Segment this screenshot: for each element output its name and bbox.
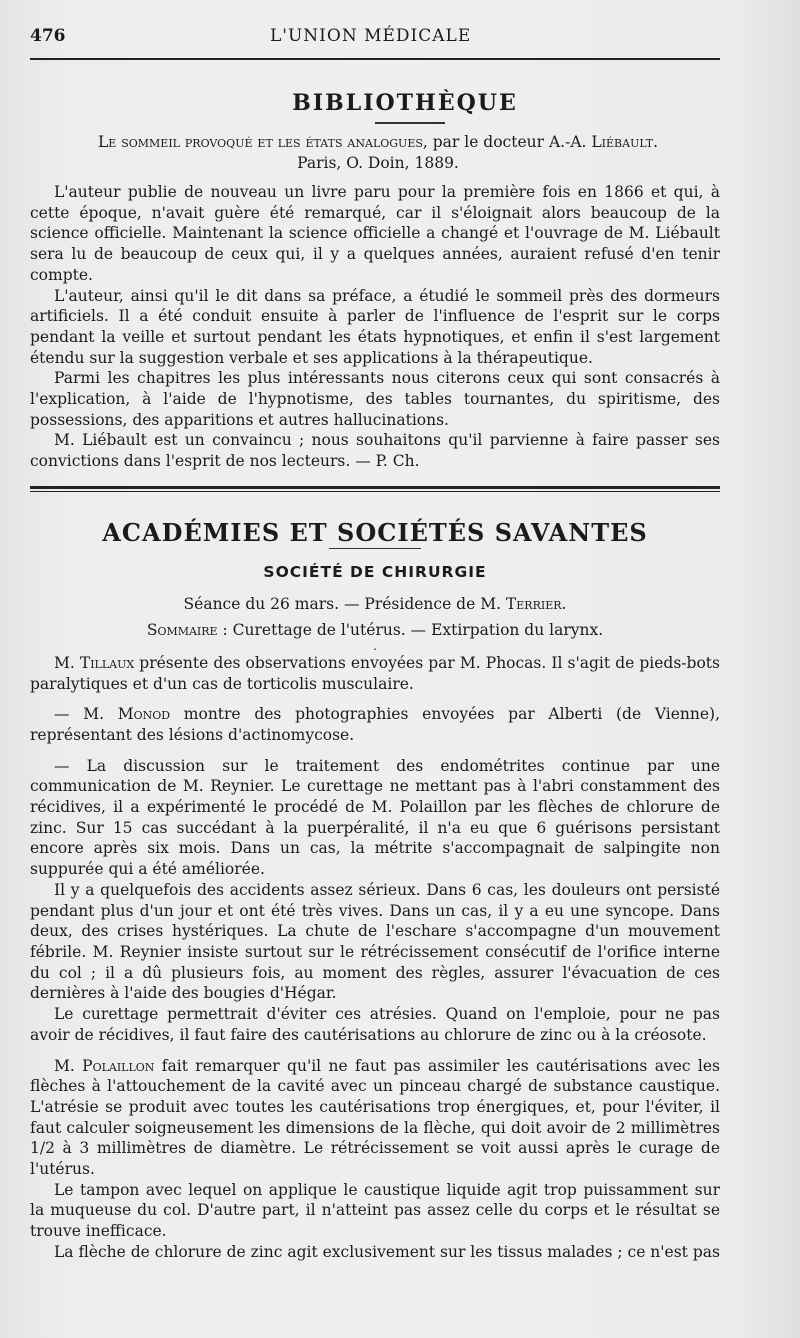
seance-line: Séance du 26 mars. — Présidence de M. Terrier. bbox=[183, 594, 567, 613]
dot-separator: . bbox=[373, 638, 377, 653]
review-paragraph: L'auteur publie de nouveau un livre paru pour la première fois en 1866 et qui, à cette époque, n'avait guère été remarqué, car il s'éloignait alors beaucoup de la science officielle. Maintenant la science officielle a changé et l'ouvrage de M. Liébault sera lu de beaucoup de ceux qui, il y a quelques années, auraient refusé d'en tenir compte. bbox=[30, 183, 720, 284]
society-heading: SOCIÉTÉ DE CHIRURGIE bbox=[263, 562, 487, 581]
journal-title: L'UNION MÉDICALE bbox=[270, 26, 472, 46]
sommaire-label: Sommaire bbox=[146, 620, 218, 639]
review-paragraph: M. Liébault est un convaincu ; nous souhaitons qu'il parvienne à faire passer ses convictions dans l'esprit de nos lecteurs. — P. Ch. bbox=[30, 431, 720, 471]
book-citation: Le sommeil provoqué et les états analogues, par le docteur A.-A. Liébault. Paris, O. Doin, 1889. bbox=[97, 133, 659, 172]
book-title: Le sommeil provoqué et les états analogues bbox=[97, 133, 423, 151]
section-heading-academies: ACADÉMIES ET SOCIÉTÉS SAVANTES bbox=[102, 517, 648, 547]
page-body bbox=[30, 90, 720, 1263]
report-paragraph: Le curettage permettrait d'éviter ces atrésies. Quand on l'emploie, pour ne pas avoir de récidives, il faut faire des cautérisations au chlorure de zinc ou à la créosote. bbox=[30, 1005, 720, 1044]
heading-rule bbox=[329, 548, 421, 549]
academies-section bbox=[30, 518, 720, 1263]
seance-text: Séance du 26 mars. — Présidence de M. bbox=[183, 594, 506, 613]
report-paragraph: M. Polaillon fait remarquer qu'il ne faut pas assimiler les cautérisations avec les flèches à l'attouchement de la cavité avec un pinceau chargé de substance caustique. L'atrésie se produit avec toutes les cautérisations trop énergiques, et, pour l'éviter, il faut calculer soigneusement les dimensions de la flèche, qui doit avoir de 2 millimètres 1/2 à 3 millimètres de diamètre. Le rétrécissement se voit aussi après le curage de l'utérus. bbox=[30, 1056, 720, 1179]
report-paragraph: Le tampon avec lequel on applique le caustique liquide agit trop puissamment sur la muqueuse du col. D'autre part, il n'atteint pas assez celle du corps et le résultat se trouve inefficace. bbox=[30, 1180, 720, 1241]
report-paragraph: Il y a quelquefois des accidents assez sérieux. Dans 6 cas, les douleurs ont persisté pendant plus d'un jour et ont été très vives. Dans un cas, il y a eu une syncope. Dans deux, des crises hystériques. La chute de l'eschare s'accompagne d'un mouvement fébrile. M. Reynier insiste surtout sur le rétrécissement consécutif de l'orifice interne du col ; il a dû plusieurs fois, au moment des règles, assurer l'évacuation de ces dernières à l'aide des bougies d'Hégar. bbox=[30, 880, 720, 1003]
speaker-name: M. Tillaux bbox=[54, 653, 135, 672]
section-divider bbox=[30, 486, 720, 492]
bibliotheque-section bbox=[30, 90, 720, 472]
section-heading-bibliotheque: BIBLIOTHÈQUE bbox=[292, 90, 518, 116]
speaker-name: — M. Monod bbox=[54, 705, 171, 724]
book-author-prefix: , par le docteur A.-A. bbox=[422, 133, 592, 151]
book-author: Liébault bbox=[591, 133, 654, 151]
page-number: 476 bbox=[30, 26, 66, 46]
review-paragraph: L'auteur, ainsi qu'il le dit dans sa préface, a étudié le sommeil près des dormeurs artificiels. Il a été conduit ensuite à parler de l'influence de l'esprit sur le corps pendant la veille et surtout pendant les états hypnotiques, et enfin il s'est largement étendu sur la suggestion verbale et ses applications à la thérapeutique. bbox=[30, 286, 720, 367]
book-publisher: Paris, O. Doin, 1889. bbox=[297, 154, 459, 172]
report-paragraph: La flèche de chlorure de zinc agit exclusivement sur les tissus malades ; ce n'est pas bbox=[54, 1242, 720, 1261]
report-paragraph: M. Tillaux présente des observations envoyées par M. Phocas. Il s'agit de pieds-bots paralytiques et d'un cas de torticolis musculaire. bbox=[30, 653, 720, 693]
report-paragraph: — La discussion sur le traitement des endométrites continue par une communication de M. Reynier. Le curettage ne mettant pas à l'abri constamment des récidives, il a expérimenté le procédé de M. Polaillon par les flèches de chlorure de zinc. Sur 15 cas succédant à la puerpéralité, il n'a eu que 6 guérisons persistant encore après six mois. Dans un cas, la métrite s'accompagnait de salpingite non suppurée qui a été améliorée. bbox=[30, 756, 720, 879]
review-paragraph: Parmi les chapitres les plus intéressants nous citerons ceux qui sont consacrés à l'explication, à l'aide de l'hypnotisme, des tables tournantes, du spiritisme, des possessions, des apparitions et autres hallucinations. bbox=[30, 369, 720, 429]
seance-president: Terrier bbox=[505, 594, 562, 613]
sommaire-line bbox=[30, 621, 720, 639]
heading-rule bbox=[375, 122, 445, 124]
report-paragraph: — M. Monod montre des photographies envoyées par Alberti (de Vienne), représentant des lésions d'actinomycose. bbox=[30, 705, 720, 744]
speaker-name: M. Polaillon bbox=[54, 1056, 155, 1075]
header-rule bbox=[30, 58, 720, 60]
sommaire-text: : Curettage de l'utérus. — Extirpation du larynx. bbox=[217, 620, 604, 639]
running-header bbox=[30, 22, 720, 52]
